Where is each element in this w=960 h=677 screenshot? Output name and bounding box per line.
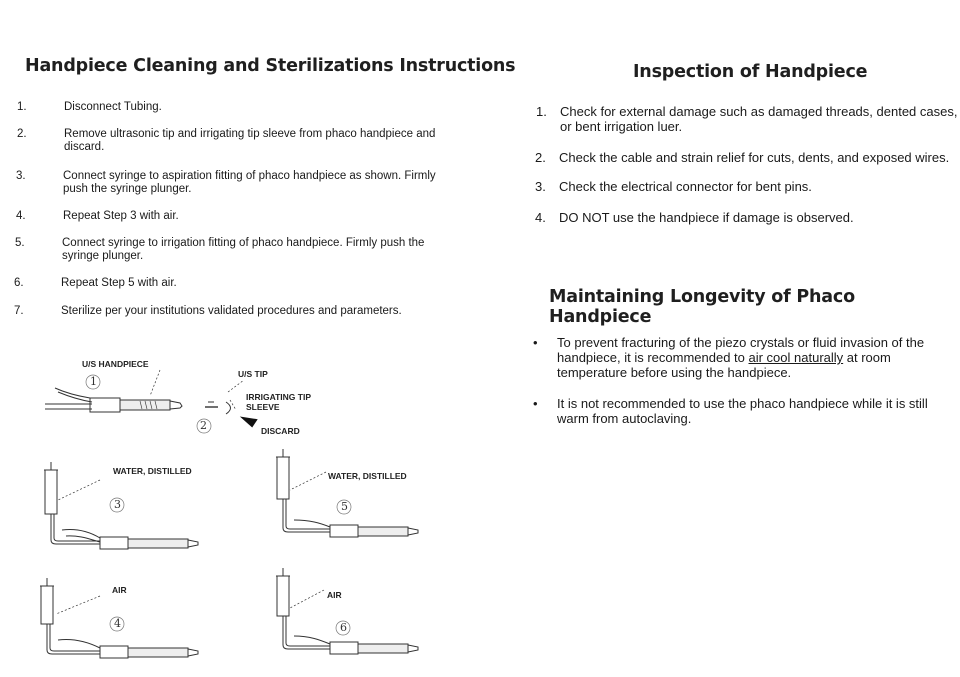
step-number: 3. — [16, 170, 26, 182]
bullet-text-part: To prevent fracturing of the piezo crystals or fluid invasion of the handpiece, it is recommended to — [557, 335, 925, 365]
item-number: 4. — [535, 210, 546, 225]
item-text: Check the cable and strain relief for cuts, dents, and exposed wires. — [559, 150, 950, 165]
inspection-title: Inspection of Handpiece — [633, 62, 868, 82]
figure-number: 3 — [114, 498, 121, 511]
figure-number: 2 — [200, 419, 207, 432]
step-text: Connect syringe to aspiration fitting of phaco handpiece as shown. Firmly push the syringe plunger. — [63, 170, 436, 195]
bullet-text: It is not recommended to use the phaco handpiece while it is still warm from autoclaving. — [557, 396, 928, 426]
step-number: 5. — [15, 237, 25, 249]
figure-number: 4 — [114, 617, 121, 630]
us-tip-label: U/S TIP — [238, 369, 268, 379]
figure-number: 6 — [340, 621, 347, 634]
step-text: Disconnect Tubing. — [64, 101, 162, 113]
item-number: 2. — [535, 150, 546, 165]
bullet-text-part: at room temperature before using the handpiece. — [557, 350, 891, 380]
step-number: 6. — [14, 277, 24, 289]
step-number: 7. — [14, 305, 24, 317]
air-label: AIR — [112, 585, 127, 595]
air-label: AIR — [327, 590, 342, 600]
longevity-title: Maintaining Longevity of Phaco Handpiece — [549, 287, 855, 327]
step-number: 4. — [16, 210, 26, 222]
water-distilled-label: WATER, DISTILLED — [328, 471, 407, 481]
step-text: Remove ultrasonic tip and irrigating tip sleeve from phaco handpiece and discard. — [64, 128, 436, 153]
step-text: Repeat Step 3 with air. — [63, 210, 179, 222]
figure-number: 1 — [90, 375, 97, 388]
bullet-dot: • — [533, 396, 538, 411]
irrigating-tip-sleeve-label: IRRIGATING TIP SLEEVE — [246, 392, 311, 412]
item-text: DO NOT use the handpiece if damage is observed. — [559, 210, 854, 225]
us-handpiece-label: U/S HANDPIECE — [82, 359, 149, 369]
discard-label: DISCARD — [261, 426, 300, 436]
item-text: Check the electrical connector for bent pins. — [559, 179, 812, 194]
item-number: 1. — [536, 104, 547, 119]
step-number: 1. — [17, 101, 27, 113]
item-number: 3. — [535, 179, 546, 194]
item-text: Check for external damage such as damaged threads, dented cases, or bent irrigation luer. — [560, 104, 958, 134]
step-text: Connect syringe to irrigation fitting of phaco handpiece. Firmly push the syringe plunger. — [62, 237, 425, 262]
step-number: 2. — [17, 128, 27, 140]
step-text: Sterilize per your institutions validated procedures and parameters. — [61, 305, 402, 317]
cleaning-title: Handpiece Cleaning and Sterilizations Instructions — [25, 56, 516, 76]
underlined-phrase: air cool naturally — [748, 350, 844, 365]
step-text: Repeat Step 5 with air. — [61, 277, 177, 289]
bullet-dot: • — [533, 335, 538, 350]
water-distilled-label: WATER, DISTILLED — [113, 466, 192, 476]
figure-number: 5 — [341, 500, 348, 513]
